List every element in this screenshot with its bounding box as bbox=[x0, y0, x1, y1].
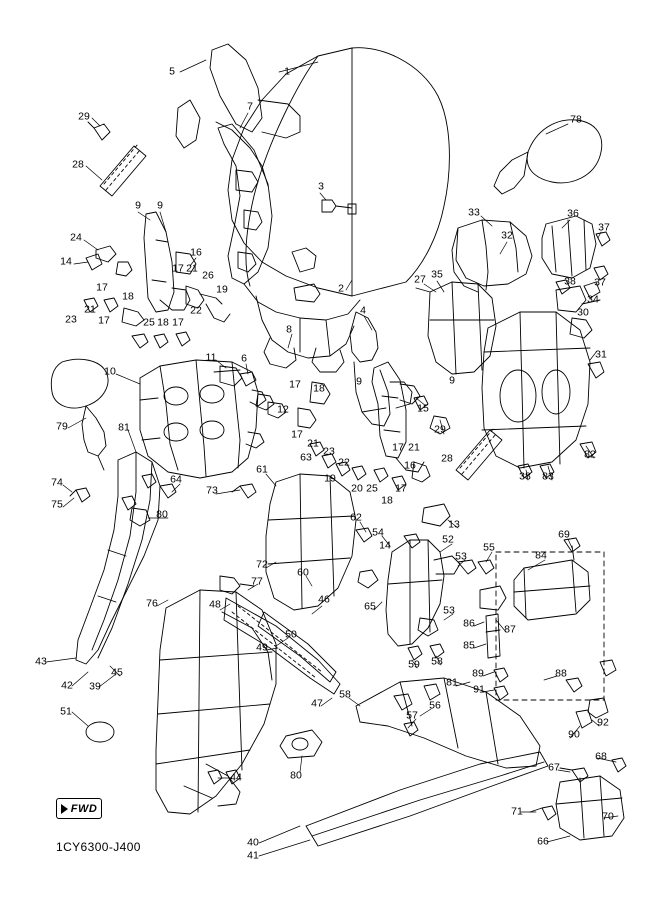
callout-number-32: 32 bbox=[501, 229, 513, 242]
callout-number-88: 88 bbox=[555, 667, 567, 680]
electrical-box-assembly bbox=[480, 538, 616, 728]
callout-number-13: 13 bbox=[448, 518, 460, 531]
callout-number-30: 30 bbox=[577, 306, 589, 319]
callout-number-92: 92 bbox=[597, 716, 609, 729]
callout-number-24: 24 bbox=[70, 231, 82, 244]
callout-number-9: 9 bbox=[135, 199, 141, 212]
forward-direction-badge bbox=[56, 798, 102, 819]
callout-number-19: 19 bbox=[216, 283, 228, 296]
callout-number-29: 29 bbox=[78, 110, 90, 123]
callout-number-14: 14 bbox=[60, 255, 72, 268]
right-stay-assembly bbox=[310, 362, 450, 490]
callout-number-20: 20 bbox=[351, 482, 363, 495]
callout-number-42: 42 bbox=[61, 679, 73, 692]
callout-number-50: 50 bbox=[285, 628, 297, 641]
callout-number-9: 9 bbox=[449, 374, 455, 387]
callout-number-15: 15 bbox=[417, 402, 429, 415]
lower-left-panel bbox=[156, 590, 276, 814]
callout-number-71: 71 bbox=[511, 805, 523, 818]
callout-number-45: 45 bbox=[111, 666, 123, 679]
callout-number-48: 48 bbox=[209, 598, 221, 611]
callout-number-34: 34 bbox=[587, 293, 599, 306]
callout-number-67: 67 bbox=[548, 761, 560, 774]
callout-number-78: 78 bbox=[570, 113, 582, 126]
callout-number-25: 25 bbox=[143, 316, 155, 329]
callout-number-41: 41 bbox=[247, 849, 259, 862]
callout-number-21: 21 bbox=[307, 437, 319, 450]
callout-number-2: 2 bbox=[338, 282, 344, 295]
callout-number-57: 57 bbox=[406, 709, 418, 722]
callout-number-23: 23 bbox=[323, 445, 335, 458]
callout-number-80: 80 bbox=[156, 508, 168, 521]
callout-number-43: 43 bbox=[35, 655, 47, 668]
right-inner-panel-part-33 bbox=[452, 220, 532, 292]
callout-number-11: 11 bbox=[205, 351, 217, 364]
callout-number-73: 73 bbox=[206, 484, 218, 497]
callout-number-22: 22 bbox=[190, 304, 202, 317]
callout-number-37: 37 bbox=[594, 276, 606, 289]
callout-number-72: 72 bbox=[256, 558, 268, 571]
callout-number-16: 16 bbox=[404, 459, 416, 472]
callout-number-17: 17 bbox=[289, 378, 301, 391]
callout-number-38: 38 bbox=[564, 275, 576, 288]
callout-number-79: 79 bbox=[56, 420, 68, 433]
callout-number-55: 55 bbox=[483, 541, 495, 554]
callout-number-53: 53 bbox=[443, 604, 455, 617]
callout-number-14: 14 bbox=[379, 539, 391, 552]
callout-number-12: 12 bbox=[277, 403, 289, 416]
callout-number-77: 77 bbox=[251, 575, 263, 588]
callout-number-33: 33 bbox=[468, 206, 480, 219]
callout-number-52: 52 bbox=[442, 533, 454, 546]
callout-number-17: 17 bbox=[395, 482, 407, 495]
callout-number-59: 59 bbox=[408, 658, 420, 671]
callout-number-17: 17 bbox=[98, 314, 110, 327]
callout-number-17: 17 bbox=[291, 428, 303, 441]
callout-number-61: 61 bbox=[256, 463, 268, 476]
callout-number-86: 86 bbox=[463, 617, 475, 630]
callout-number-28: 28 bbox=[441, 452, 453, 465]
mirror-part-79-left bbox=[51, 359, 108, 470]
callout-number-17: 17 bbox=[172, 262, 184, 275]
callout-number-81: 81 bbox=[118, 421, 130, 434]
callout-number-47: 47 bbox=[311, 697, 323, 710]
callout-number-36: 36 bbox=[567, 207, 579, 220]
connector-parts bbox=[220, 366, 286, 418]
callout-number-16: 16 bbox=[190, 246, 202, 259]
callout-number-89: 89 bbox=[472, 667, 484, 680]
callout-number-1: 1 bbox=[284, 65, 290, 78]
callout-number-84: 84 bbox=[535, 549, 547, 562]
callout-number-27: 27 bbox=[414, 273, 426, 286]
callout-number-3: 3 bbox=[318, 180, 324, 193]
callout-number-58: 58 bbox=[339, 688, 351, 701]
callout-number-49: 49 bbox=[256, 641, 268, 654]
forward-label: FWD bbox=[70, 802, 98, 815]
seal-strip-part-28-left bbox=[100, 144, 146, 196]
callout-number-75: 75 bbox=[51, 498, 63, 511]
callout-number-60: 60 bbox=[297, 566, 309, 579]
callout-number-51: 51 bbox=[60, 705, 72, 718]
callout-number-64: 64 bbox=[170, 473, 182, 486]
callout-number-31: 31 bbox=[595, 348, 607, 361]
callout-number-9: 9 bbox=[356, 375, 362, 388]
callout-number-62: 62 bbox=[350, 511, 362, 524]
callout-number-90: 90 bbox=[568, 728, 580, 741]
right-frame-part-27-35 bbox=[416, 282, 496, 374]
left-cowling-panel bbox=[70, 452, 176, 664]
callout-number-65: 65 bbox=[364, 600, 376, 613]
leader-lines bbox=[46, 60, 618, 856]
callout-number-69: 69 bbox=[558, 528, 570, 541]
callout-number-4: 4 bbox=[360, 304, 366, 317]
callout-number-7: 7 bbox=[247, 100, 253, 113]
callout-number-91: 91 bbox=[473, 683, 485, 696]
right-center-cowling bbox=[386, 504, 494, 660]
callout-number-17: 17 bbox=[392, 441, 404, 454]
callout-number-25: 25 bbox=[366, 482, 378, 495]
callout-number-23: 23 bbox=[65, 313, 77, 326]
mirror-part-78-right bbox=[494, 120, 602, 194]
callout-number-58: 58 bbox=[431, 655, 443, 668]
callout-number-35: 35 bbox=[431, 268, 443, 281]
callout-number-44: 44 bbox=[230, 771, 242, 784]
callout-number-28: 28 bbox=[72, 158, 84, 171]
callout-number-18: 18 bbox=[157, 316, 169, 329]
callout-number-76: 76 bbox=[146, 597, 158, 610]
callout-number-19: 19 bbox=[324, 472, 336, 485]
callout-number-83: 83 bbox=[542, 470, 554, 483]
callout-number-63: 63 bbox=[300, 451, 312, 464]
callout-number-37: 37 bbox=[598, 221, 610, 234]
callout-number-17: 17 bbox=[172, 316, 184, 329]
callout-number-18: 18 bbox=[313, 382, 325, 395]
callout-number-38: 38 bbox=[519, 470, 531, 483]
callout-number-80: 80 bbox=[290, 769, 302, 782]
callout-number-6: 6 bbox=[241, 352, 247, 365]
callout-number-53: 53 bbox=[455, 550, 467, 563]
callout-number-82: 82 bbox=[584, 448, 596, 461]
callout-number-81: 81 bbox=[446, 676, 458, 689]
callout-number-29: 29 bbox=[434, 423, 446, 436]
callout-number-70: 70 bbox=[602, 810, 614, 823]
arrow-right-icon bbox=[61, 804, 68, 814]
hardware-part-3 bbox=[322, 200, 356, 214]
callout-number-21: 21 bbox=[84, 303, 96, 316]
callout-number-54: 54 bbox=[372, 526, 384, 539]
callout-number-18: 18 bbox=[122, 290, 134, 303]
callout-number-21: 21 bbox=[186, 262, 198, 275]
callout-number-87: 87 bbox=[504, 623, 516, 636]
part-code-label: 1CY6300-J400 bbox=[56, 840, 141, 854]
callout-number-22: 22 bbox=[338, 456, 350, 469]
callout-number-56: 56 bbox=[429, 699, 441, 712]
callout-number-85: 85 bbox=[463, 639, 475, 652]
callout-number-17: 17 bbox=[96, 281, 108, 294]
lower-right-bracket bbox=[530, 758, 626, 840]
callout-number-39: 39 bbox=[89, 680, 101, 693]
callout-number-26: 26 bbox=[202, 269, 214, 282]
callout-number-9: 9 bbox=[157, 199, 163, 212]
callout-number-18: 18 bbox=[381, 494, 393, 507]
callout-number-74: 74 bbox=[51, 476, 63, 489]
callout-number-5: 5 bbox=[169, 65, 175, 78]
callout-number-40: 40 bbox=[247, 836, 259, 849]
callout-number-68: 68 bbox=[595, 750, 607, 763]
grommet-part-51 bbox=[86, 722, 114, 742]
callout-number-46: 46 bbox=[318, 593, 330, 606]
duct-part-48-50 bbox=[224, 598, 340, 694]
callout-number-8: 8 bbox=[286, 323, 292, 336]
headlight-assembly-part-10 bbox=[140, 360, 266, 478]
callout-number-66: 66 bbox=[537, 835, 549, 848]
windscreen-part-1 bbox=[228, 48, 449, 296]
callout-number-10: 10 bbox=[104, 365, 116, 378]
callout-number-21: 21 bbox=[408, 441, 420, 454]
